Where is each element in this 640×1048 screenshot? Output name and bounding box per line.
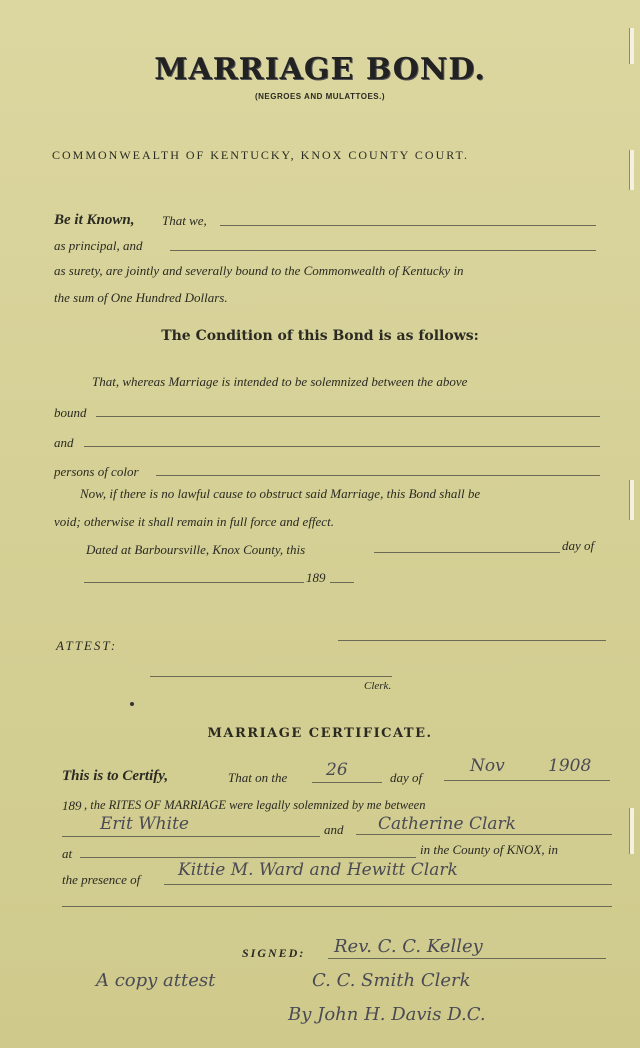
ink-dot	[130, 702, 134, 706]
document-title: MARRIAGE BOND.	[154, 52, 486, 87]
certificate-heading: MARRIAGE CERTIFICATE.	[207, 726, 433, 741]
signed-line	[328, 958, 606, 959]
year-prefix-cert: 189	[62, 798, 82, 813]
dated-text: Dated at Barboursville, Knox County, this	[86, 542, 306, 557]
year-prefix: 189	[306, 570, 326, 585]
condition-heading: The Condition of this Bond is as follows:	[161, 328, 479, 344]
binder-tab	[629, 808, 634, 854]
clerk-signature: C. C. Smith Clerk	[312, 970, 471, 991]
bound-line	[96, 416, 600, 417]
void-text: void; otherwise it shall remain in full force and effect.	[54, 514, 334, 529]
at-text: at	[62, 846, 73, 861]
surety-name-line	[170, 250, 596, 251]
day-line	[312, 782, 382, 783]
that-we-text: That we,	[162, 213, 207, 228]
at-line	[80, 857, 416, 858]
dated-day-line	[374, 552, 560, 553]
dated-year-line	[330, 582, 354, 583]
extra-line	[62, 906, 612, 907]
signed-label: SIGNED:	[242, 946, 306, 960]
day-of-text: day of	[562, 538, 595, 553]
bride-name: Catherine Clark	[378, 814, 516, 834]
and-line	[84, 446, 600, 447]
persons-line	[156, 475, 600, 476]
be-it-known: Be it Known,	[54, 212, 135, 228]
clerk-label: Clerk.	[364, 680, 392, 692]
month-value: Nov	[470, 756, 505, 776]
and-label: and	[54, 435, 74, 450]
month-line	[444, 780, 610, 781]
groom-line	[62, 836, 320, 837]
persons-of-color-label: persons of color	[54, 464, 139, 479]
clerk-signature-line	[150, 676, 392, 677]
certify-text: This is to Certify,	[62, 768, 169, 784]
presence-line	[164, 884, 612, 885]
that-on-text: That on the	[228, 770, 288, 785]
groom-name: Erit White	[100, 814, 189, 834]
now-text: Now, if there is no lawful cause to obstruct said Marriage, this Bond shall be	[80, 486, 481, 501]
county-text: in the County of KNOX, in	[420, 842, 558, 857]
signer-signature: Rev. C. C. Kelley	[334, 936, 483, 957]
attest-label: ATTEST:	[56, 638, 118, 653]
binder-tab	[629, 150, 634, 190]
attest-line	[338, 640, 606, 641]
dated-month-line	[84, 582, 304, 583]
bride-line	[356, 834, 612, 835]
bound-label: bound	[54, 405, 87, 420]
and-cert-text: and	[324, 822, 344, 837]
binder-tab	[629, 480, 634, 520]
witness-names: Kittie M. Ward and Hewitt Clark	[178, 860, 458, 880]
presence-label: the presence of	[62, 872, 141, 887]
sum-text: the sum of One Hundred Dollars.	[54, 290, 228, 305]
document-subtitle: (NEGROES AND MULATTOES.)	[254, 92, 386, 101]
year-value: 1908	[548, 756, 592, 776]
day-value: 26	[326, 760, 348, 780]
condition-intro: That, whereas Marriage is intended to be solemnized between the above	[92, 374, 468, 389]
copy-attest: A copy attest	[96, 970, 216, 991]
surety-text: as surety, are jointly and severally bound to the Commonwealth of Kentucky in	[54, 263, 464, 278]
deputy-signature: By John H. Davis D.C.	[288, 1004, 486, 1025]
principal-text: as principal, and	[54, 238, 143, 253]
rites-text: , the RITES OF MARRIAGE were legally solemnized by me between	[84, 798, 426, 812]
day-of-cert-text: day of	[390, 770, 423, 785]
court-heading: COMMONWEALTH OF KENTUCKY, KNOX COUNTY COURT.	[52, 148, 469, 162]
principal-name-line	[220, 225, 596, 226]
